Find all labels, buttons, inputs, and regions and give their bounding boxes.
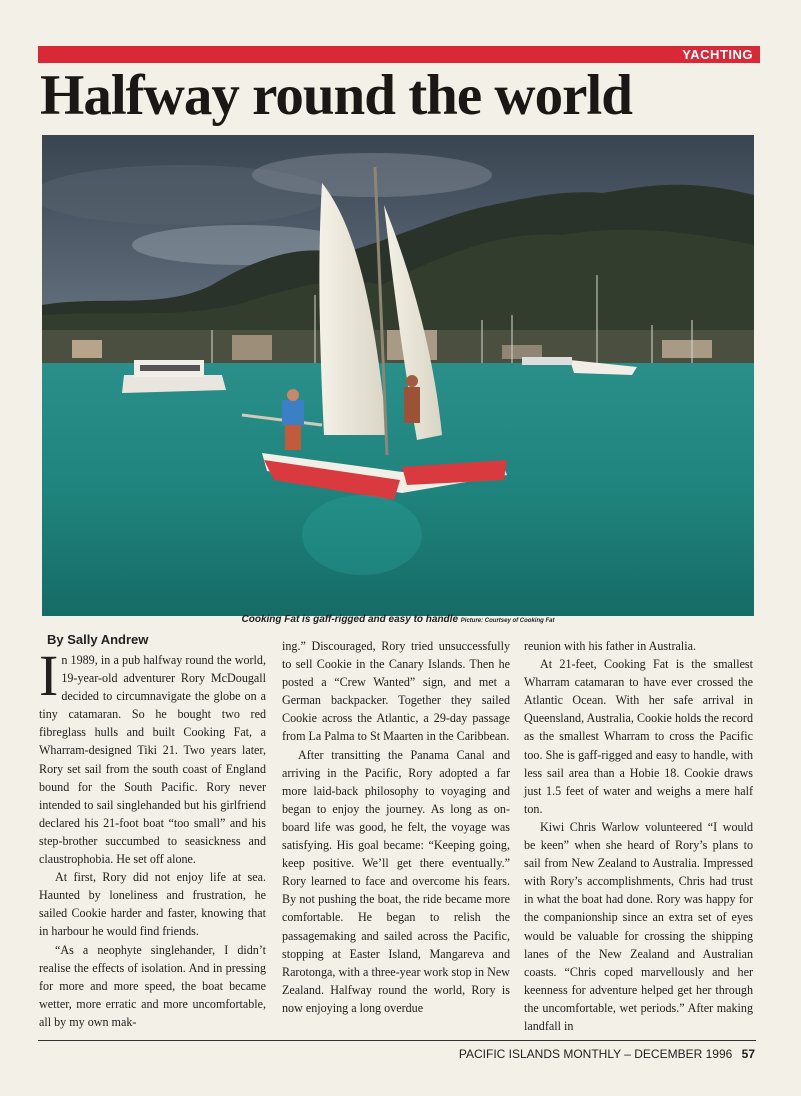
caption-credit: Picture: Courtsey of Cooking Fat <box>460 618 555 624</box>
caption-text: Cooking Fat is gaff-rigged and easy to handle <box>241 614 459 625</box>
paragraph: In 1989, in a pub halfway round the world, 19-year-old adventurer Rory McDougall decided to circumnavigate the globe on a tiny catamaran. So he bought two red fibreglass hulls and built Cooking Fat, a Wharram-designed Tiki 21. Two years later, Rory set sail from the south coast of England bound for the South Pacific. Rory never intended to sail singlehanded but his girlfriend declared his 21-foot boat “too small” and his step-brother succumbed to seasickness and claustrophobia. He set off alone. <box>39 643 266 867</box>
paragraph: ing.” Discouraged, Rory tried unsuccessfully to sell Cookie in the Canary Islands. Then he posted a “Crew Wanted” sign, and met a German backpacker. Together they sailed Cookie across the Atlantic, a 29-day passage from La Palma to St Maarten in the Caribbean. <box>282 639 510 744</box>
headline: Halfway round the world <box>40 64 632 127</box>
article-column-3 <box>524 637 753 1035</box>
section-bar <box>38 46 760 63</box>
drop-cap: I <box>39 643 59 708</box>
section-label: YACHTING <box>682 47 753 62</box>
paragraph: reunion with his father in Australia. <box>524 639 696 653</box>
catamaran-photo <box>42 135 754 616</box>
paragraph: “As a neophyte singlehander, I didn’t realise the effects of isolation. And in pressing for more and more speed, the boat became wetter, more erratic and more uncomfortable, all by my own mak- <box>39 942 266 1029</box>
publication-name: PACIFIC ISLANDS MONTHLY – DECEMBER 1996 <box>458 1047 733 1061</box>
article-column-1 <box>39 643 266 1031</box>
paragraph: At first, Rory did not enjoy life at sea. Haunted by loneliness and frustration, he sailed Cookie harder and faster, knowing that in harbour he would find friends. <box>39 870 266 939</box>
paragraph: At 21-feet, Cooking Fat is the smallest Wharram catamaran to have ever crossed the Atlantic Ocean. With her safe arrival in Queensland, Australia, Cookie holds the record as the smallest Wharram to cross the Pacific too. She is gaff-rigged and easy to handle, with less sail area than a Hobie 18. Cookie draws just 1.5 feet of water and weighs a mere half ton. <box>524 657 753 816</box>
paragraph: Kiwi Chris Warlow volunteered “I would be keen” when she heard of Rory’s plans to sail from New Zealand to Australia. Impressed with Rory’s accomplishments, Chris had trust in what the boat had done. Rory was happy for the companionship since an extra set of eyes would be valuable for crossing the shipping lanes of the New Zealand and Australian coasts. “Chris coped marvellously and her keenness for adventure helped get her through the uncomfortable, wet periods.” After making landfall in <box>524 819 753 1033</box>
page-footer <box>459 1047 755 1061</box>
article-column-2 <box>282 637 510 1017</box>
footer-rule <box>38 1040 756 1041</box>
paragraph: After transitting the Panama Canal and arriving in the Pacific, Rory adopted a far more laid-back philosophy to voyaging and began to enjoy the journey. As long as on-board life was good, he felt, the voyage was satisfying. His goal became: “Keeping going, keep positive. We’ll get there eventually.” Rory learned to face and overcome his fears. By not pushing the boat, the ride became more comfortable. He began to relish the passagemaking and sailed across the Pacific, stopping at Easter Island, Mangareva and Rarotonga, with a three-year work stop in New Zealand. Halfway round the world, Rory is now enjoying a long overdue <box>282 747 510 1015</box>
byline: By Sally Andrew <box>47 632 149 647</box>
page-number: 57 <box>741 1047 755 1061</box>
photo-caption <box>42 614 754 625</box>
